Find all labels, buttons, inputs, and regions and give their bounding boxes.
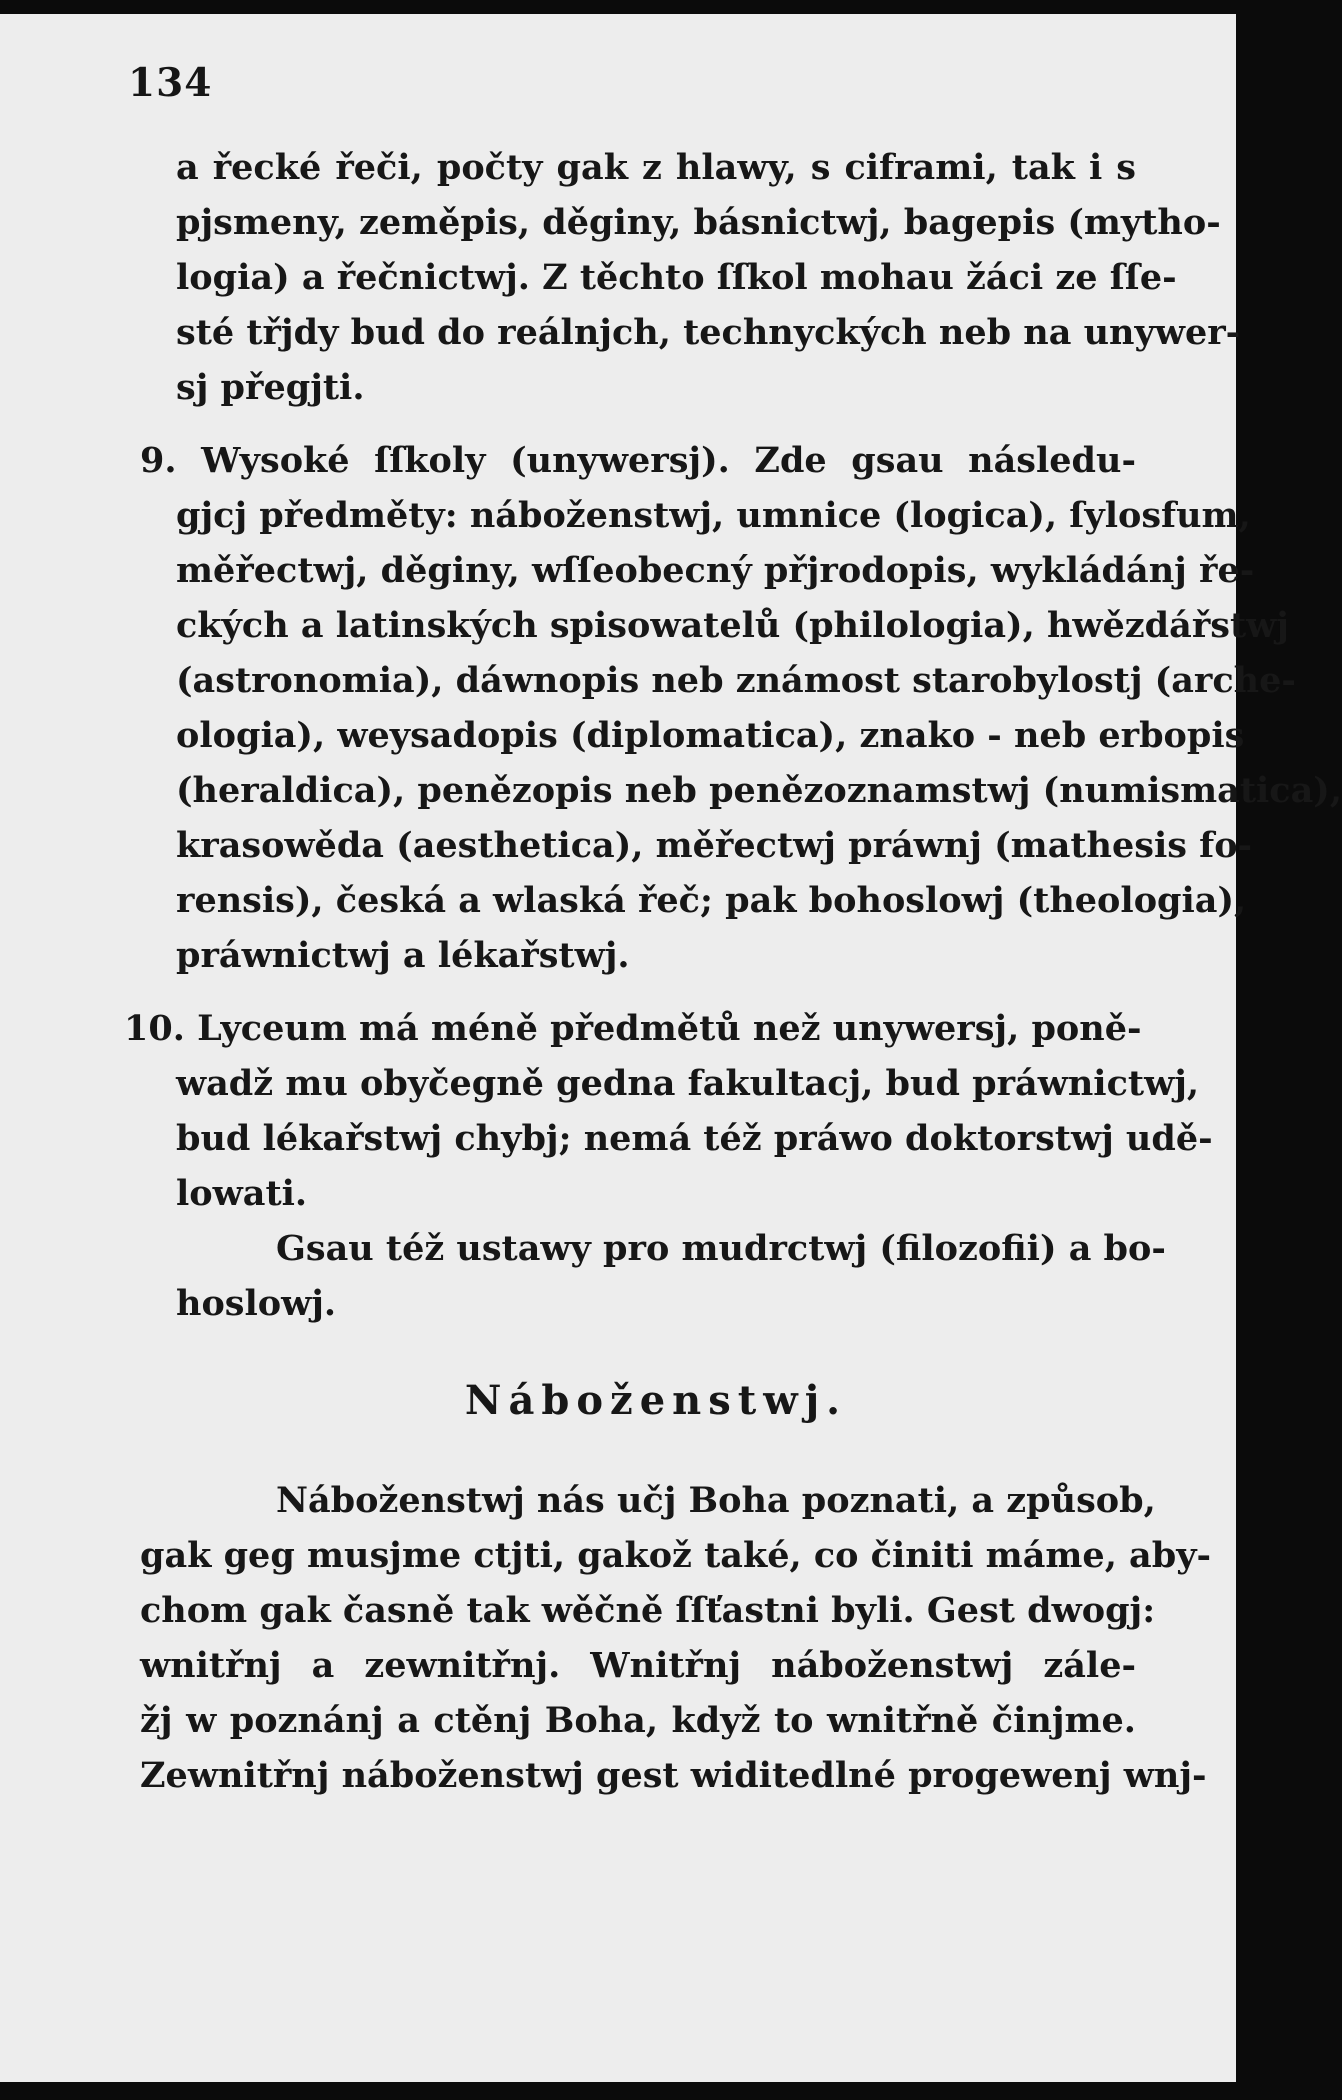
text-line: Náboženstwj nás učj Boha poznati, a způsob, bbox=[276, 1480, 1156, 1521]
text-line: (astronomia), dáwnopis neb známost starobylostj (arche- bbox=[176, 660, 1296, 701]
text-line: Gsau též ustawy pro mudrctwj (filozofii) a bo- bbox=[276, 1228, 1166, 1269]
text-line: (heraldica), penězopis neb penězoznamstwj (numismatica), bbox=[176, 770, 1342, 811]
page-number: 134 bbox=[128, 60, 213, 106]
text-line: ologia), weysadopis (diplomatica), znako - neb erbopis bbox=[176, 715, 1245, 756]
text-line: wadž mu obyčegně gedna fakultacj, bud práwnictwj, bbox=[176, 1063, 1200, 1104]
text-line: 10. Lyceum má méně předmětů než unywersj, poně- bbox=[124, 1008, 1142, 1049]
text-line: gak geg musjme ctjti, gakož také, co činiti máme, aby- bbox=[140, 1535, 1212, 1576]
text-line: žj w poznánj a ctěnj Boha, když to wnitřně činjme. bbox=[140, 1700, 1136, 1741]
text-line: pjsmeny, zeměpis, děginy, básnictwj, bagepis (mytho- bbox=[176, 202, 1221, 243]
text-line: bud lékařstwj chybj; nemá též práwo doktorstwj udě- bbox=[176, 1118, 1213, 1159]
text-line: rensis), česká a wlaská řeč; pak bohoslowj (theologia), bbox=[176, 880, 1247, 921]
text-line: sté třjdy bud do reálnjch, technyckých neb na unywer- bbox=[176, 312, 1241, 353]
text-line: Zewnitřnj náboženstwj gest widitedlné progewenj wnj- bbox=[140, 1755, 1207, 1796]
text-line: hoslowj. bbox=[176, 1283, 337, 1324]
text-line: měřectwj, děginy, wſſeobecný přjrodopis, wykládánj ře- bbox=[176, 550, 1255, 591]
text-line: a řecké řeči, počty gak z hlawy, s ciframi, tak i s bbox=[176, 147, 1136, 188]
text-line: práwnictwj a lékařstwj. bbox=[176, 935, 630, 976]
text-line: ckých a latinských spisowatelů (philologia), hwězdářstwj bbox=[176, 605, 1289, 646]
text-line: chom gak časně tak wěčně ſſťastni byli. Gest dwogj: bbox=[140, 1590, 1156, 1631]
section-heading: Náboženstwj. bbox=[464, 1377, 848, 1424]
book-page bbox=[0, 14, 1342, 2082]
text-line: lowati. bbox=[176, 1173, 308, 1214]
text-line: krasowěda (aesthetica), měřectwj práwnj (mathesis fo- bbox=[176, 825, 1253, 866]
text-line: logia) a řečnictwj. Z těchto ſſkol mohau žáci ze ſſe- bbox=[176, 257, 1177, 298]
text-line: 9. Wysoké ſſkoly (unywersj). Zde gsau následu- bbox=[140, 440, 1136, 481]
body-text bbox=[124, 140, 1342, 1803]
text-line: sj přegjti. bbox=[176, 367, 365, 408]
text-line: gjcj předměty: náboženstwj, umnice (logica), ſylosfum, bbox=[176, 495, 1251, 536]
text-line: wnitřnj a zewnitřnj. Wnitřnj náboženstwj zále- bbox=[140, 1645, 1136, 1686]
